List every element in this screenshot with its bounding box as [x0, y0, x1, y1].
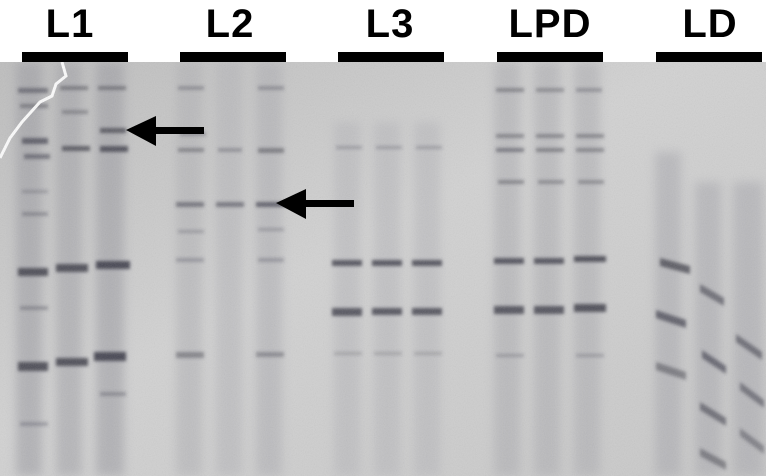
lane-label-ld: LD [682, 2, 738, 46]
lane-bar-lpd [497, 52, 603, 62]
lane-bar-l1 [22, 52, 128, 62]
gel-noise [0, 62, 766, 476]
lane-label-lpd: LPD [508, 2, 592, 46]
lane-bar-ld [656, 52, 762, 62]
lane-bar-l3 [338, 52, 444, 62]
lane-bar-l2 [180, 52, 286, 62]
lane-label-l2: L2 [205, 2, 255, 46]
lane-label-l1: L1 [45, 2, 95, 46]
lane-label-l3: L3 [365, 2, 415, 46]
gel-image [0, 62, 766, 476]
